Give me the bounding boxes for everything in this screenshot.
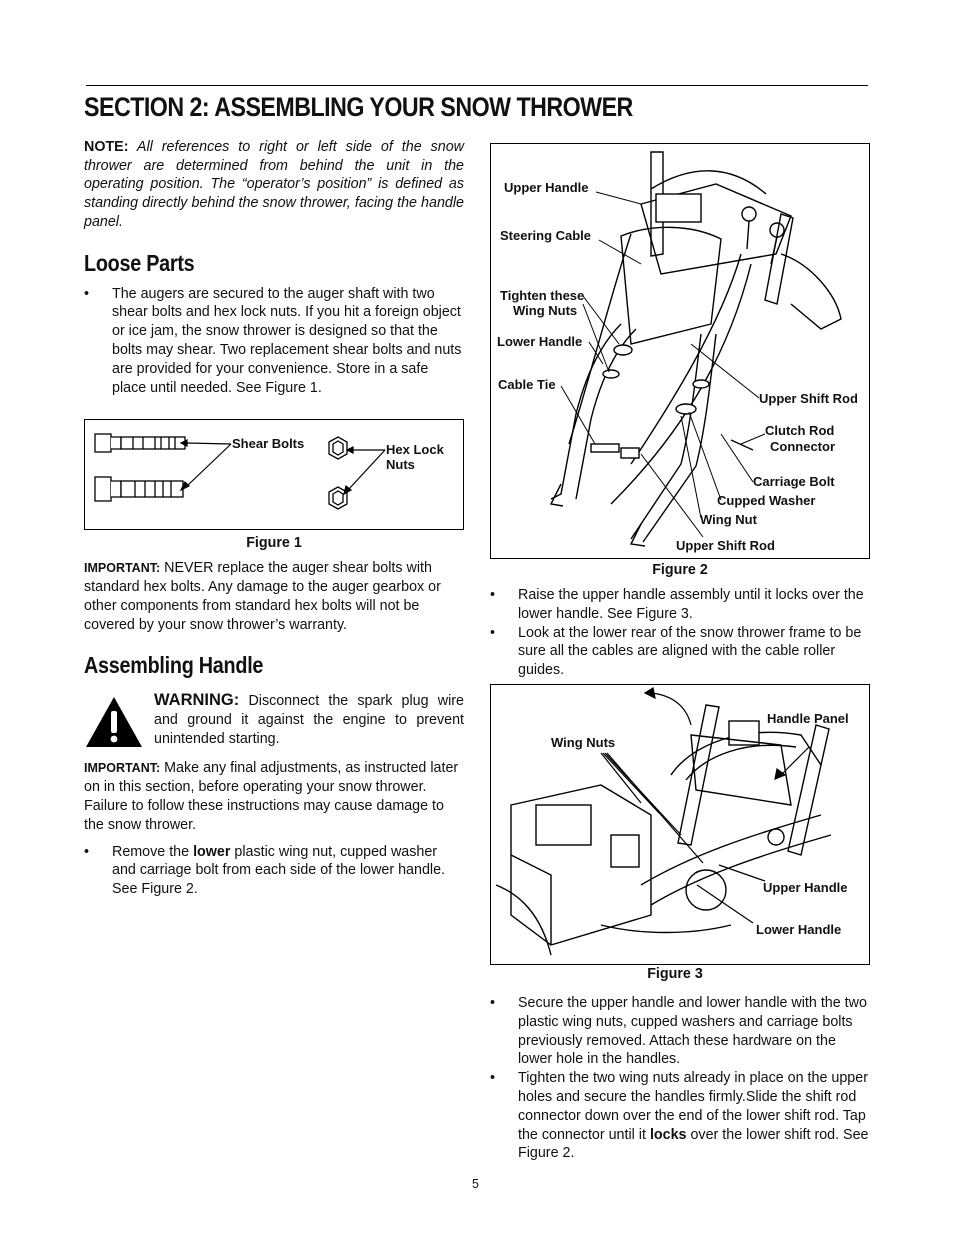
shear-bolts-label: Shear Bolts <box>232 436 305 452</box>
bullet-post: plastic wing nut, cupped washer and carriage bolt from each side of the lower handle. See Figure 2. <box>112 843 445 898</box>
figure-3 <box>490 684 870 965</box>
raise-handle-bullet <box>490 586 870 624</box>
warning-lead: WARNING: <box>154 691 240 710</box>
handle-panel-label: Handle Panel <box>767 710 849 726</box>
figure-2 <box>490 143 870 559</box>
lower-handle-label: Lower Handle <box>756 921 842 937</box>
tighten-wing-nuts-label-line1: Tighten these <box>500 288 585 303</box>
loose-parts-heading: Loose Parts <box>84 249 195 276</box>
tighten-wing-nuts-bullet <box>490 1069 870 1163</box>
bullet-dot: • <box>84 285 90 302</box>
note-text: All references to right or left side of the snow thrower are determined from behind the unit in the operating position. The “operator’s position” is defined as standing directly behind the snow thrower, facing the handle panel. <box>84 139 464 230</box>
section-title: SECTION 2: ASSEMBLING YOUR SNOW THROWER <box>84 92 633 122</box>
raise-handle-text: Raise the upper handle assembly until it locks over the lower handle. See Figure 3. <box>518 587 864 622</box>
upper-handle-label: Upper Handle <box>504 180 589 195</box>
secure-handles-bullet <box>490 994 870 1069</box>
steering-cable-label: Steering Cable <box>500 228 592 243</box>
hex-lock-nuts-label: Hex Lock Nuts <box>386 442 444 473</box>
clutch-rod-connector-label-line1: Clutch Rod <box>765 423 835 438</box>
assembling-handle-heading: Assembling Handle <box>84 652 264 679</box>
hex-nut-illustration <box>329 437 347 509</box>
shear-bolt-illustration <box>95 477 183 501</box>
warning-triangle-icon <box>84 695 144 749</box>
left-column <box>84 138 464 899</box>
lower-handle-label: Lower Handle <box>497 334 583 349</box>
upper-handle-label: Upper Handle <box>763 879 848 895</box>
bullet-dot: • <box>490 587 496 603</box>
warning-text <box>154 691 464 748</box>
important-lead: IMPORTANT: <box>84 761 161 776</box>
clutch-rod-connector-label-line2: Connector <box>770 439 835 454</box>
tighten-pre: Tighten the two wing nuts already in place on the upper holes and secure the handles firmly.Slide the shift rod connector down over the end of the lower shift rod. Tap the connector until it <box>518 1070 868 1143</box>
figure-2-caption: Figure 2 <box>652 562 708 578</box>
note-lead: NOTE: <box>84 139 129 155</box>
tighten-post: over the lower shift rod. See Figure 2. <box>518 1126 869 1162</box>
secure-handles-text: Secure the upper handle and lower handle with the two plastic wing nuts, cupped washers and carriage bolts previously removed. Attach these hardware on the lower hole in the handles. <box>518 994 867 1068</box>
tighten-bold: locks <box>649 1126 687 1143</box>
cupped-washer-label: Cupped Washer <box>717 493 816 508</box>
bullet-dot: • <box>84 843 90 860</box>
bullet-bold: lower <box>193 843 231 860</box>
right-column <box>490 143 870 1163</box>
bullet-dot: • <box>490 994 496 1011</box>
snow-thrower-illustration <box>496 705 831 955</box>
upper-shift-rod-label: Upper Shift Rod <box>759 391 858 406</box>
remove-wing-nut-bullet <box>84 843 464 899</box>
figure-3-caption: Figure 3 <box>647 965 703 982</box>
warning-body: Disconnect the spark plug wire and ground it against the engine to prevent unintended starting. <box>154 693 464 747</box>
cable-tie-label: Cable Tie <box>498 377 556 392</box>
important-shear-bolts <box>84 559 464 634</box>
important-lead: IMPORTANT: <box>84 561 161 576</box>
upper-shift-rod-bottom-label: Upper Shift Rod <box>676 538 775 553</box>
check-cables-text: Look at the lower rear of the snow thrower frame to be sure all the cables are aligned with the cable roller guides. <box>518 624 862 679</box>
important-adjustments <box>84 759 464 834</box>
shear-bolt-illustration <box>95 434 185 452</box>
loose-parts-text: The augers are secured to the auger shaft with two shear bolts and hex lock nuts. If you hit a foreign object or ice jam, the snow thrower is designed so that the bolts may shear. Two replacement shear bolts and nuts are provided for your convenience. Store in a safe place until needed. See Figure 1. <box>112 285 462 396</box>
figure-1 <box>84 419 464 530</box>
page-number: 5 <box>472 1177 479 1191</box>
tighten-wing-nuts-label-line2: Wing Nuts <box>513 303 578 318</box>
figure-1-caption: Figure 1 <box>246 535 302 552</box>
important-text: Make any final adjustments, as instructed later on in this section, before operating your snow thrower. Failure to follow these instructions may cause damage to the snow thrower. <box>84 760 459 833</box>
header-rule <box>86 85 868 86</box>
note-paragraph <box>84 138 464 232</box>
check-cables-bullet <box>490 624 870 680</box>
bullet-dot: • <box>490 1070 496 1087</box>
bullet-dot: • <box>490 624 496 641</box>
wing-nuts-label: Wing Nuts <box>551 734 616 750</box>
carriage-bolt-label: Carriage Bolt <box>753 474 835 489</box>
bullet-pre: Remove the <box>112 843 190 860</box>
loose-parts-bullet <box>84 285 464 398</box>
important-text: NEVER replace the auger shear bolts with standard hex bolts. Any damage to the auger gearbox or other components from standard hex bolts will not be covered by your snow thrower’s warranty. <box>84 560 441 633</box>
warning-block <box>84 691 464 753</box>
wing-nut-label: Wing Nut <box>700 512 757 527</box>
